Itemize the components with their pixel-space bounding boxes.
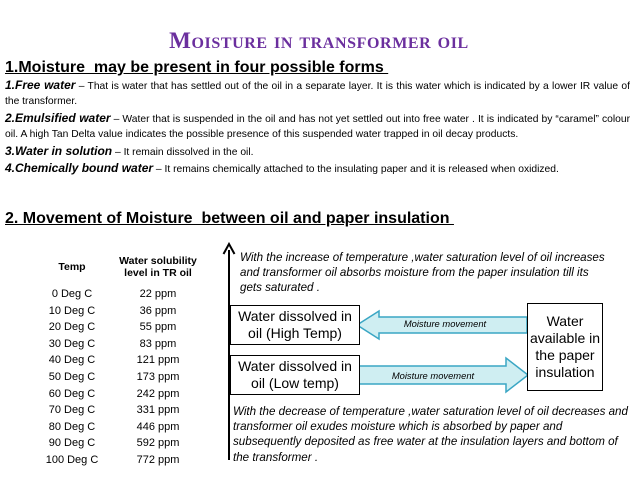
header-temp: Temp <box>58 261 86 273</box>
box-water-in-oil-high-temp: Water dissolved in oil (High Temp) <box>230 305 360 345</box>
table-row <box>38 369 210 386</box>
solubility-table <box>38 248 210 469</box>
cell-temp: 10 Deg C <box>48 304 96 317</box>
form-label: 3.Water in solution <box>5 143 113 158</box>
table-row <box>38 419 210 436</box>
form-label: 2.Emulsified water <box>5 110 111 125</box>
table-row <box>38 435 210 452</box>
table-row <box>38 452 210 469</box>
form-label: 4.Chemically bound water <box>5 161 154 176</box>
cell-solubility: 242 ppm <box>136 387 180 400</box>
cell-solubility: 55 ppm <box>139 321 177 334</box>
moisture-movement-label-top: Moisture movement <box>403 318 487 329</box>
cell-solubility: 446 ppm <box>136 420 180 433</box>
table-row <box>38 386 210 403</box>
box-water-in-oil-low-temp: Water dissolved in oil (Low temp) <box>230 355 360 395</box>
form-item-water-in-solution <box>5 144 630 160</box>
header-solubility: Water solubility level in TR oil <box>119 255 197 279</box>
cell-temp: 30 Deg C <box>48 337 96 350</box>
cell-temp: 60 Deg C <box>48 387 96 400</box>
cell-temp: 0 Deg C <box>51 288 93 300</box>
cell-temp: 20 Deg C <box>48 321 96 334</box>
cell-temp: 90 Deg C <box>48 437 96 450</box>
table-row <box>38 402 210 419</box>
form-text: – Water that is suspended in the oil and has not yet settled out into free water . It is indicated by “caramel” colour oil. A high Tan Delta value indicates the possible presence of this suspended water trapped in oil decay products. <box>5 113 631 140</box>
cell-solubility: 772 ppm <box>136 453 180 466</box>
cell-solubility: 36 ppm <box>139 304 177 317</box>
section-heading-moisture-forms: 1.Moisture may be present in four possible forms <box>5 59 389 76</box>
table-row <box>38 319 210 336</box>
section-heading-moisture-movement: 2. Movement of Moisture between oil and paper insulation <box>5 210 454 227</box>
box-water-in-paper: Water available in the paper insulation <box>527 303 603 391</box>
form-text: – It remain dissolved in the oil. <box>112 146 254 158</box>
form-text: – That is water that has settled out of the oil in a separate layer. It is this water which is indicated by a lower IR value of the transformer. <box>5 81 630 108</box>
cell-solubility: 331 ppm <box>136 404 180 417</box>
arrow-up-icon <box>222 242 236 256</box>
table-header-row <box>38 248 210 286</box>
table-row <box>38 336 210 353</box>
form-label: 1.Free water <box>5 78 76 92</box>
cell-solubility: 592 ppm <box>136 437 180 450</box>
form-item-emulsified-water <box>5 111 630 142</box>
cell-temp: 100 Deg C <box>45 453 99 466</box>
moisture-forms-list <box>5 78 630 179</box>
note-temperature-decrease: With the decrease of temperature ,water saturation level of oil decreases and transformer oil exudes moisture which is absorbed by paper and subsequently deposited as free water at the insulation layers and bottom of the transformer . <box>233 405 628 464</box>
cell-temp: 70 Deg C <box>48 404 96 417</box>
page-title: Moisture in transformer oil <box>169 28 469 53</box>
cell-temp: 80 Deg C <box>48 420 96 433</box>
cell-solubility: 173 ppm <box>136 370 180 383</box>
table-row <box>38 352 210 369</box>
note-temperature-increase: With the increase of temperature ,water saturation level of oil increases and transformer oil absorbs moisture from the paper insulation till its gets saturated . <box>240 251 605 295</box>
form-text: – It remains chemically attached to the insulating paper and it is released when oxidized. <box>153 164 559 176</box>
cell-temp: 50 Deg C <box>48 370 96 383</box>
moisture-movement-label-bottom: Moisture movement <box>391 370 475 381</box>
cell-solubility: 83 ppm <box>139 337 177 350</box>
table-row <box>38 286 210 303</box>
form-item-free-water <box>5 78 630 109</box>
cell-solubility: 121 ppm <box>136 354 180 367</box>
table-row <box>38 303 210 320</box>
cell-solubility: 22 ppm <box>139 288 177 300</box>
cell-temp: 40 Deg C <box>48 354 96 367</box>
form-item-chemically-bound-water <box>5 161 630 177</box>
